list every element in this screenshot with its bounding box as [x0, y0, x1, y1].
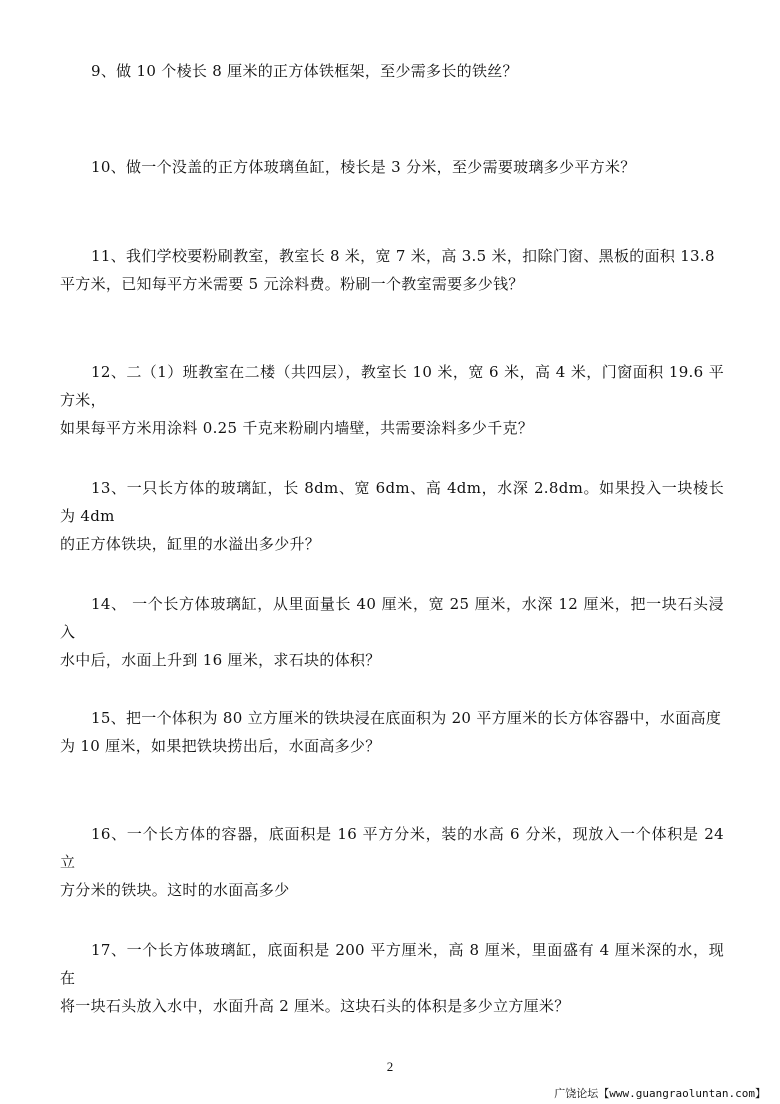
problem-15-line-1: 15、把一个体积为 80 立方厘米的铁块浸在底面积为 20 平方厘米的长方体容器中，水面高度 — [91, 709, 722, 727]
problem-17-line-1: 17、一个长方体玻璃缸，底面积是 200 平方厘米，高 8 厘米，里面盛有 4 厘米深的水，现在 — [60, 941, 724, 987]
problem-13 — [60, 474, 724, 558]
problem-9-line-1: 9、做 10 个棱长 8 厘米的正方体铁框架，至少需多长的铁丝？ — [91, 62, 518, 80]
problem-17 — [60, 936, 724, 1020]
problem-15 — [60, 704, 724, 760]
problem-13-line-1: 13、一只长方体的玻璃缸，长 8dm、宽 6dm、高 4dm，水深 2.8dm。如果投入一块棱长为 4dm — [60, 479, 724, 525]
problem-16-line-1: 16、一个长方体的容器，底面积是 16 平方分米，装的水高 6 分米，现放入一个体积是 24 立 — [60, 825, 724, 871]
problem-12-line-2: 如果每平方米用涂料 0.25 千克来粉刷内墙壁，共需要涂料多少千克？ — [60, 419, 534, 437]
problem-14 — [60, 590, 724, 674]
problem-16 — [60, 820, 724, 904]
problem-11 — [60, 242, 724, 298]
site-watermark: 广饶论坛【www.guangraoluntan.com】 — [554, 1087, 766, 1100]
problem-16-line-2: 方分米的铁块。这时的水面高多少 — [60, 881, 290, 899]
problem-11-line-1: 11、我们学校要粉刷教室，教室长 8 米，宽 7 米，高 3.5 米，扣除门窗、黑板的面积 13.8 — [91, 247, 715, 265]
problem-15-line-2: 为 10 厘米，如果把铁块捞出后，水面高多少？ — [60, 737, 381, 755]
problem-11-line-2: 平方米，已知每平方米需要 5 元涂料费。粉刷一个教室需要多少钱？ — [60, 275, 524, 293]
problem-13-line-2: 的正方体铁块，缸里的水溢出多少升？ — [60, 535, 321, 553]
problem-17-line-2: 将一块石头放入水中，水面升高 2 厘米。这块石头的体积是多少立方厘米？ — [60, 997, 570, 1015]
problem-14-line-2: 水中后，水面上升到 16 厘米，求石块的体积？ — [60, 651, 381, 669]
problem-12-line-1: 12、二（1）班教室在二楼（共四层），教室长 10 米，宽 6 米，高 4 米，门窗面积 19.6 平方米， — [60, 363, 724, 409]
page-number: 2 — [386, 1059, 394, 1074]
problem-14-line-1: 14、 一个长方体玻璃缸，从里面量长 40 厘米，宽 25 厘米，水深 12 厘米，把一块石头浸入 — [60, 595, 724, 641]
problem-10-line-1: 10、做一个没盖的正方体玻璃鱼缸，棱长是 3 分米，至少需要玻璃多少平方米？ — [91, 158, 636, 176]
problem-9 — [60, 57, 724, 85]
problem-10 — [60, 153, 724, 181]
problem-12 — [60, 358, 724, 442]
